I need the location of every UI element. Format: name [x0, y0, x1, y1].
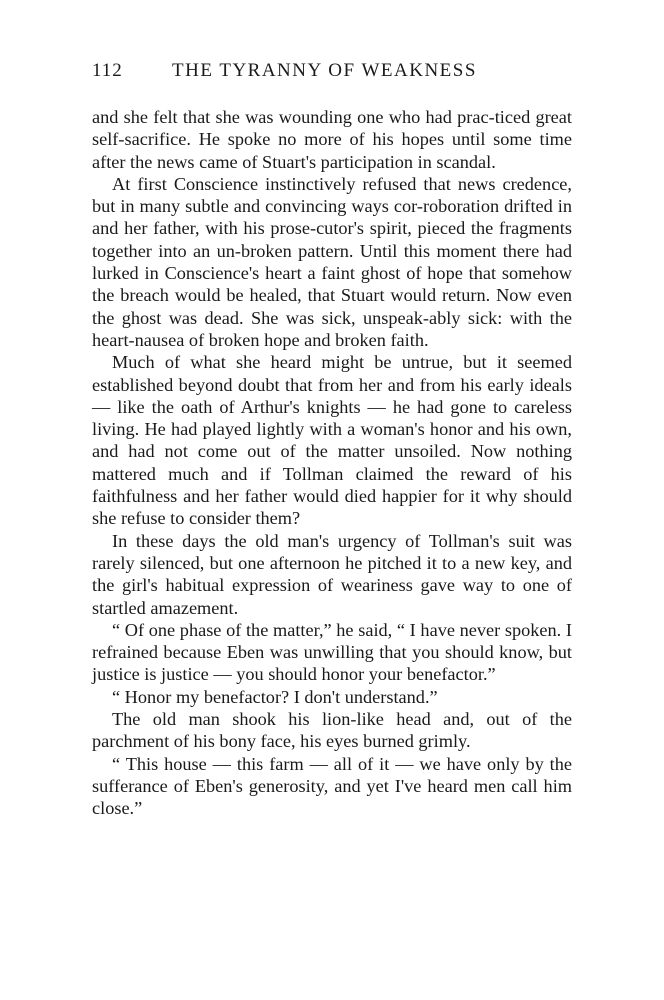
paragraph: At first Conscience instinctively refused that news credence, but in many subtle and convincing ways cor-roboration drifted in and her father, with his prose-cutor's spirit, pieced the fragments together into an un-broken pattern. Until this moment there had lurked in Conscience's heart a faint ghost of hope that somehow the breach would be healed, that Stuart would return. Now even the ghost was dead. She was sick, unspeak-ably sick: with the heart-nausea of broken hope and broken faith.: [92, 173, 572, 350]
paragraph: In these days the old man's urgency of Tollman's suit was rarely silenced, but one afternoon he pitched it to a new key, and the girl's habitual expression of weariness gave way to one of startled amazement.: [92, 530, 572, 618]
paragraph: “ This house — this farm — all of it — we have only by the sufferance of Eben's generosity, and yet I've heard men call him close.”: [92, 753, 572, 819]
page-number: 112: [92, 60, 123, 81]
paragraph: “ Of one phase of the matter,” he said, “ I have never spoken. I refrained because Eben was unwilling that you should know, but justice is justice — you should honor your benefactor.”: [92, 619, 572, 685]
paragraph: Much of what she heard might be untrue, but it seemed established beyond doubt that from her and from his early ideals — like the oath of Arthur's knights — he had gone to careless living. He had played lightly with a woman's honor and his own, and had not come out of the matter unsoiled. Now nothing mattered much and if Tollman claimed the reward of his faithfulness and her father would died happier for it why should she refuse to consider them?: [92, 352, 572, 529]
paragraph: The old man shook his lion-like head and, out of the parchment of his bony face, his eyes burned grimly.: [92, 709, 572, 752]
paragraph: “ Honor my benefactor? I don't understand.”: [112, 686, 438, 707]
body-text: [92, 106, 572, 820]
page-header: [92, 60, 572, 90]
running-title: THE TYRANNY OF WEAKNESS: [172, 60, 477, 81]
book-page: [92, 60, 572, 820]
paragraph: and she felt that she was wounding one who had prac-ticed great self-sacrifice. He spoke no more of his hopes until some time after the news came of Stuart's participation in scandal.: [92, 107, 572, 172]
